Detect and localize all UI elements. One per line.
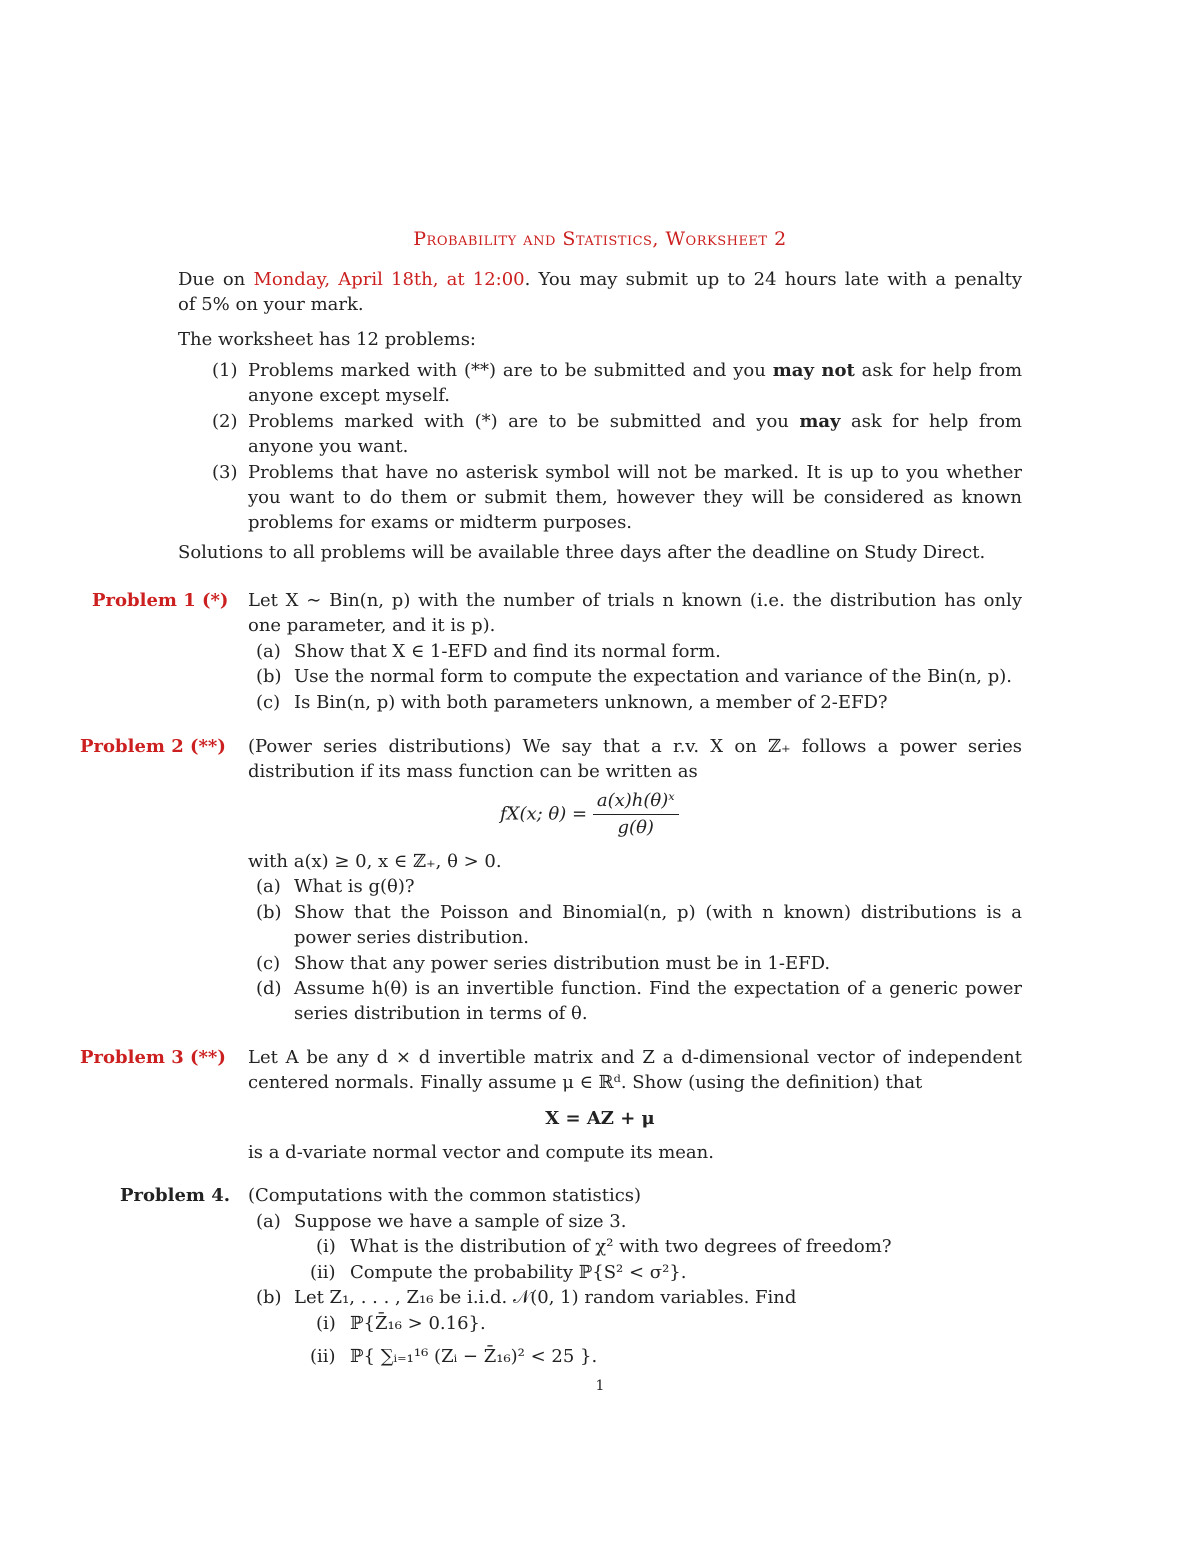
problem-2-line-2: distribution if its mass function can be written as: [248, 761, 698, 782]
page-number: 1: [595, 1378, 605, 1394]
subpart-marker: (ii): [310, 1346, 336, 1367]
problem-2-line-1: (Power series distributions) We say that a r.v. X on ℤ₊ follows a power series: [248, 736, 1022, 757]
rule-3-line-1: Problems that have no asterisk symbol will not be marked. It is up to you whether: [248, 462, 1022, 483]
problem-1-line-2: one parameter, and it is p).: [248, 615, 496, 636]
part-marker: (b): [256, 1287, 282, 1308]
part-marker: (c): [256, 953, 281, 974]
formula-denominator: g(θ): [617, 817, 654, 838]
problem-2-part-c: Show that any power series distribution must be in 1-EFD.: [294, 953, 831, 974]
page-title: Probability and Statistics, Worksheet 2: [413, 228, 787, 250]
problem-2-label: Problem 2 (**): [80, 736, 226, 757]
part-marker: (d): [256, 978, 282, 999]
part-marker: (b): [256, 666, 282, 687]
problem-4-part-b-i: ℙ{Z̄₁₆ > 0.16}.: [350, 1313, 486, 1334]
rule-2-line-2: anyone you want.: [248, 436, 409, 457]
problem-4-line-1: (Computations with the common statistics): [248, 1185, 642, 1206]
subpart-marker: (i): [316, 1313, 336, 1334]
formula-lhs: fX(x; θ) =: [500, 803, 588, 825]
subpart-marker: (ii): [310, 1262, 336, 1283]
rule-1-line-1: Problems marked with (**) are to be submitted and you may not ask for help from: [248, 360, 1023, 381]
rule-3-line-2: you want to do them or submit them, however they will be considered as known: [248, 487, 1022, 508]
part-marker: (a): [256, 1211, 281, 1232]
solutions-note: Solutions to all problems will be available three days after the deadline on Study Direct.: [178, 542, 986, 563]
problem-2-part-a: What is g(θ)?: [294, 876, 415, 897]
normal-vector-formula: X = AZ + μ: [545, 1108, 655, 1129]
problem-2-part-d-line-2: series distribution in terms of θ.: [294, 1003, 588, 1024]
rule-marker: (2): [212, 411, 238, 432]
problem-1-label: Problem 1 (*): [92, 590, 229, 611]
problem-1-part-c: Is Bin(n, p) with both parameters unknown, a member of 2-EFD?: [294, 692, 888, 713]
problem-3-line-3: is a d-variate normal vector and compute its mean.: [248, 1142, 714, 1163]
problem-count: The worksheet has 12 problems:: [178, 329, 476, 350]
problem-2-part-d-line-1: Assume h(θ) is an invertible function. Find the expectation of a generic power: [294, 978, 1022, 999]
problem-1-line-1: Let X ∼ Bin(n, p) with the number of trials n known (i.e. the distribution has only: [248, 590, 1022, 611]
rule-marker: (3): [212, 462, 238, 483]
due-date: Monday, April 18th, at 12:00: [253, 269, 525, 290]
problem-2-conditions: with a(x) ≥ 0, x ∈ ℤ₊, θ > 0.: [248, 851, 502, 872]
problem-4-label: Problem 4.: [120, 1185, 231, 1206]
problem-4-part-a: Suppose we have a sample of size 3.: [294, 1211, 627, 1232]
part-marker: (a): [256, 641, 281, 662]
due-line-2: of 5% on your mark.: [178, 294, 364, 315]
formula-fraction: [593, 788, 679, 841]
power-series-formula: [500, 788, 679, 841]
part-marker: (a): [256, 876, 281, 897]
problem-1-part-a: Show that X ∈ 1-EFD and find its normal form.: [294, 641, 721, 662]
part-marker: (c): [256, 692, 281, 713]
problem-4-part-a-i: What is the distribution of χ² with two degrees of freedom?: [350, 1236, 892, 1257]
problem-2-part-b-line-2: power series distribution.: [294, 927, 529, 948]
problem-2-part-b-line-1: Show that the Poisson and Binomial(n, p) (with n known) distributions is a: [294, 902, 1022, 923]
formula-numerator: a(x)h(θ)ˣ: [593, 788, 679, 815]
problem-1-part-b: Use the normal form to compute the expectation and variance of the Bin(n, p).: [294, 666, 1012, 687]
problem-4-part-b: Let Z₁, . . . , Z₁₆ be i.i.d. 𝒩(0, 1) random variables. Find: [294, 1287, 797, 1308]
due-line: Due on Monday, April 18th, at 12:00. You may submit up to 24 hours late with a penalty: [178, 269, 1022, 290]
may-emphasis: may: [799, 411, 841, 432]
subpart-marker: (i): [316, 1236, 336, 1257]
rule-marker: (1): [212, 360, 238, 381]
problem-3-label: Problem 3 (**): [80, 1047, 226, 1068]
part-marker: (b): [256, 902, 282, 923]
rule-3-line-3: problems for exams or midterm purposes.: [248, 512, 633, 533]
rule-1-line-2: anyone except myself.: [248, 385, 450, 406]
problem-4-part-a-ii: Compute the probability ℙ{S² < σ²}.: [350, 1262, 687, 1283]
may-not-emphasis: may not: [772, 360, 855, 381]
problem-3-line-1: Let A be any d × d invertible matrix and Z a d-dimensional vector of independent: [248, 1047, 1022, 1068]
problem-3-line-2: centered normals. Finally assume μ ∈ ℝᵈ. Show (using the definition) that: [248, 1072, 923, 1093]
rule-2-line-1: Problems marked with (*) are to be submitted and you may ask for help from: [248, 411, 1023, 432]
problem-4-part-b-ii: ℙ{ ∑ᵢ₌₁¹⁶ (Zᵢ − Z̄₁₆)² < 25 }.: [350, 1346, 598, 1367]
